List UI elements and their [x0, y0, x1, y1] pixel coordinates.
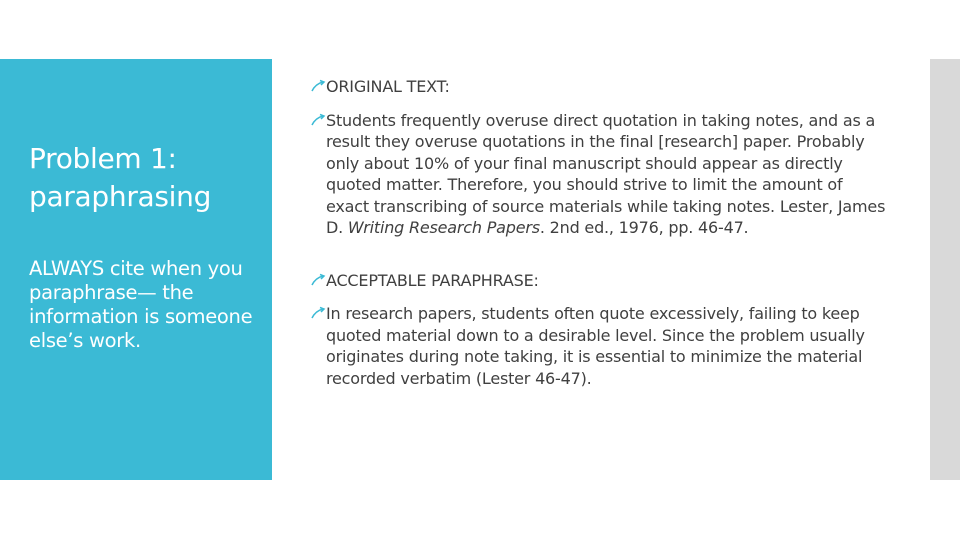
- original-text-body: [326, 111, 885, 238]
- paraphrase-heading: ACCEPTABLE PARAPHRASE:: [326, 270, 539, 290]
- right-gray-strip: [930, 59, 960, 480]
- original-text-heading-item: [310, 76, 890, 98]
- curved-arrow-bullet-icon: [310, 273, 326, 287]
- original-text-heading: ORIGINAL TEXT:: [326, 77, 450, 96]
- paraphrase-text-body: In research papers, students often quote excessively, failing to keep quoted material down to a desirable level. Since the problem usually originates during note taking, it is essential to minimize the material recorded verbatim (Lester 46-47).: [326, 304, 865, 388]
- original-text-part1: Students frequently overuse direct quotation in taking notes, and as a result they overuse quotations in the final [research] paper. Probably only about 10% of your final manuscript should appear as directly quoted matter. Therefore, you should strive to limit the amount of exact transcribing of source materials while taking notes. Lester, James D.: [326, 110, 886, 237]
- curved-arrow-bullet-icon: [310, 113, 326, 127]
- content-area: [310, 76, 890, 389]
- slide-title: Problem 1: paraphrasing: [29, 142, 212, 213]
- original-text-part2: . 2nd ed., 1976, pp. 46-47.: [539, 218, 749, 237]
- paraphrase-heading-item: [310, 270, 890, 292]
- paraphrase-text-item: [310, 303, 890, 389]
- original-text-item: [310, 110, 890, 239]
- curved-arrow-bullet-icon: [310, 306, 326, 320]
- slide-subtitle: ALWAYS cite when you paraphrase— the information is someone else’s work.: [29, 257, 253, 352]
- curved-arrow-bullet-icon: [310, 79, 326, 93]
- original-text-book-title: Writing Research Papers: [347, 218, 540, 237]
